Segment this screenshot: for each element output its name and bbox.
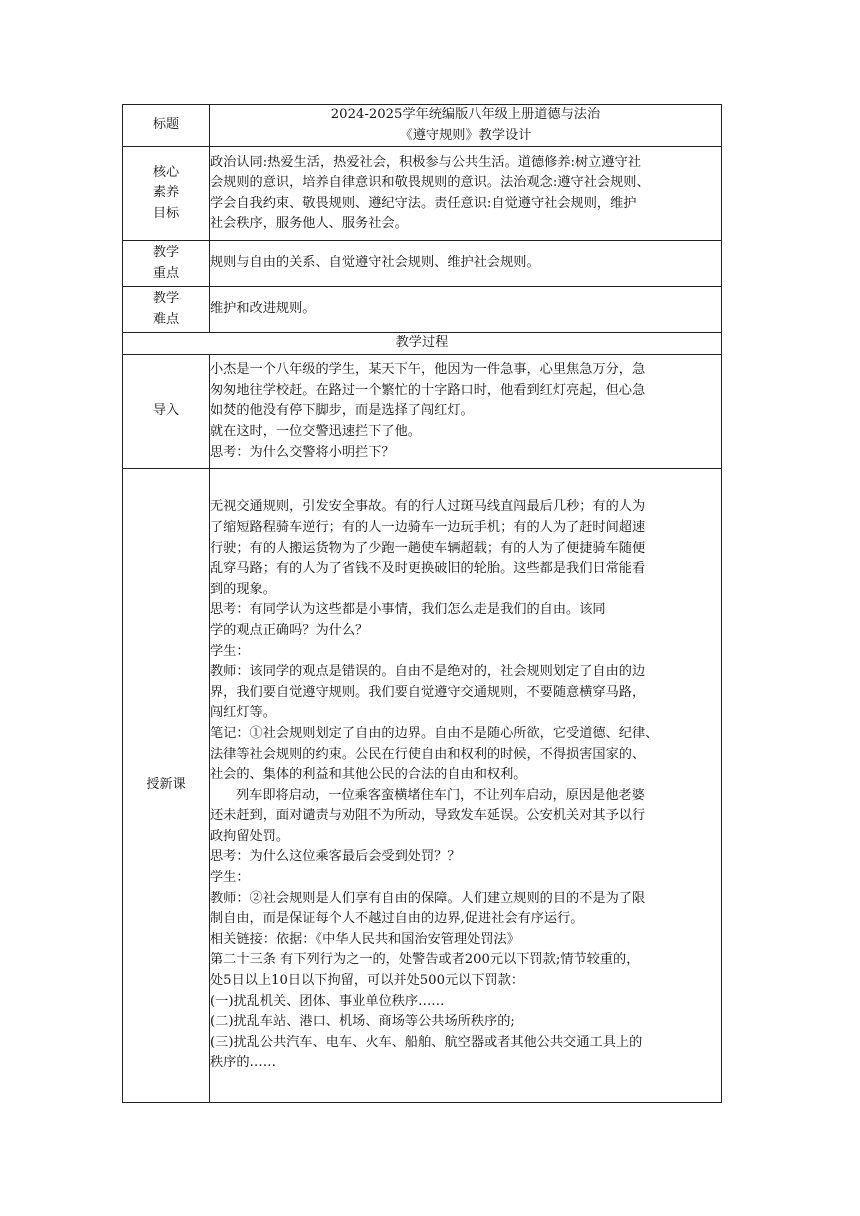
core-literacy-content — [210, 147, 722, 241]
text-line: 就在这时，一位交警迅速拦下了他。 — [210, 423, 421, 439]
text-line: (三)扰乱公共汽车、电车、火车、船舶、航空器或者其他公共交通工具上的 — [210, 1034, 643, 1050]
difficulties-label — [123, 287, 210, 333]
text-line: 乱穿马路；有的人为了省钱不及时更换破旧的轮胎。这些都是我们日常能看 — [210, 561, 646, 577]
text-line: 维护和改进规则。 — [210, 301, 316, 317]
title-line: 《遵守规则》教学设计 — [399, 127, 532, 143]
core-literacy-label — [123, 147, 210, 241]
text-line: 社会秩序，服务他人、服务社会。 — [210, 216, 408, 232]
text-line: 学生： — [210, 870, 250, 886]
text-line: 政拘留处罚。 — [210, 828, 290, 844]
text-line: 第二十三条 有下列行为之一的，处警告或者200元以下罚款;情节较重的， — [210, 952, 640, 968]
text-line: 政治认同:热爱生活，热爱社会，积极参与公共生活。道德修养:树立遵守社 — [210, 154, 641, 170]
label-line: 教学 — [152, 245, 180, 261]
text-line: 秩序的…… — [210, 1055, 276, 1071]
process-header-row — [123, 333, 722, 355]
new-lesson-label: 授新课 — [123, 469, 210, 1103]
intro-row — [123, 355, 722, 469]
text-line: 闯红灯等。 — [210, 705, 276, 721]
label-line: 重点 — [152, 265, 180, 281]
text-line: 笔记：①社会规则划定了自由的边界。自由不是随心所欲，它受道德、纪律、 — [210, 725, 659, 741]
text-line: 制自由，而是保证每个人不越过自由的边界,促进社会有序运行。 — [210, 911, 584, 927]
text-line: 无视交通规则，引发安全事故。有的行人过斑马线直闯最后几秒；有的人为 — [210, 499, 646, 515]
text-line: 界，我们要自觉遵守规则。我们要自觉遵守交通规则，不要随意横穿马路， — [210, 684, 646, 700]
new-lesson-content — [210, 469, 722, 1103]
text-line: (二)扰乱车站、港口、机场、商场等公共场所秩序的; — [210, 1014, 515, 1030]
text-line: 会规则的意识，培养自律意识和敬畏规则的意识。法治观念:遵守社会规则、 — [210, 175, 650, 191]
intro-content — [210, 355, 722, 469]
label-line: 核心 — [152, 164, 180, 180]
text-line: 列车即将启动，一位乘客蛮横堵住车门，不让列车启动，原因是他老婆 — [236, 787, 645, 803]
difficulties-row — [123, 287, 722, 333]
text-line: 处5日以上10日以下拘留，可以并处500元以下罚款： — [210, 973, 525, 989]
text-line: 如焚的他没有停下脚步，而是选择了闯红灯。 — [210, 403, 474, 419]
text-line: 规则与自由的关系、自觉遵守社会规则、维护社会规则。 — [210, 255, 540, 271]
title-row — [123, 105, 722, 147]
text-line: 了缩短路程骑车逆行；有的人一边骑车一边玩手机；有的人为了赶时间超速 — [210, 519, 646, 535]
text-line: 教师：②社会规则是人们享有自由的保障。人们建立规则的目的不是为了限 — [210, 890, 646, 906]
new-lesson-row — [123, 469, 722, 1103]
text-line: 学会自我约束、敬畏规则、遵纪守法。责任意识:自觉遵守社会规则，维护 — [210, 195, 637, 211]
text-line: 行驶；有的人搬运货物为了少跑一趟使车辆超载；有的人为了便捷骑车随便 — [210, 540, 646, 556]
title-cell — [210, 105, 722, 147]
text-line: 相关链接：依据：《中华人民共和国治安管理处罚法》 — [210, 931, 520, 947]
key-points-label — [123, 241, 210, 287]
text-line: (一)扰乱机关、团体、事业单位秩序…… — [210, 993, 445, 1009]
intro-label: 导入 — [123, 355, 210, 469]
title-label: 标题 — [123, 105, 210, 147]
key-points-row — [123, 241, 722, 287]
text-line: 社会的、集体的利益和其他公民的合法的自由和权利。 — [210, 767, 527, 783]
text-line: 学的观点正确吗？为什么？ — [210, 622, 369, 638]
label-line: 难点 — [152, 311, 180, 327]
lesson-plan-table — [122, 104, 722, 1103]
label-line: 素养 — [152, 185, 180, 201]
text-line: 思考：有同学认为这些都是小事情，我们怎么走是我们的自由。该同 — [210, 602, 606, 618]
text-line: 到的现象。 — [210, 581, 276, 597]
text-line: 思考：为什么交警将小明拦下？ — [210, 444, 395, 460]
difficulties-content — [210, 287, 722, 333]
key-points-content — [210, 241, 722, 287]
text-line: 小杰是一个八年级的学生，某天下午，他因为一件急事，心里焦急万分，急 — [210, 362, 646, 378]
text-line: 法律等社会规则的约束。公民在行使自由和权利的时候，不得损害国家的、 — [210, 746, 646, 762]
core-literacy-row — [123, 147, 722, 241]
text-line: 匆匆地往学校赶。在路过一个繁忙的十字路口时，他看到红灯亮起，但心急 — [210, 382, 646, 398]
text-line: 思考：为什么这位乘客最后会受到处罚？？ — [210, 849, 461, 865]
label-line: 教学 — [152, 291, 180, 307]
title-line: 2024-2025学年统编版八年级上册道德与法治 — [330, 107, 601, 122]
label-line: 目标 — [152, 205, 180, 221]
text-line: 还未赶到，面对谴责与劝阻不为所动，导致发车延误。公安机关对其予以行 — [210, 808, 646, 824]
text-line: 教师：该同学的观点是错误的。自由不是绝对的，社会规则划定了自由的边 — [210, 664, 646, 680]
process-header: 教学过程 — [123, 333, 722, 355]
text-line: 学生： — [210, 643, 250, 659]
